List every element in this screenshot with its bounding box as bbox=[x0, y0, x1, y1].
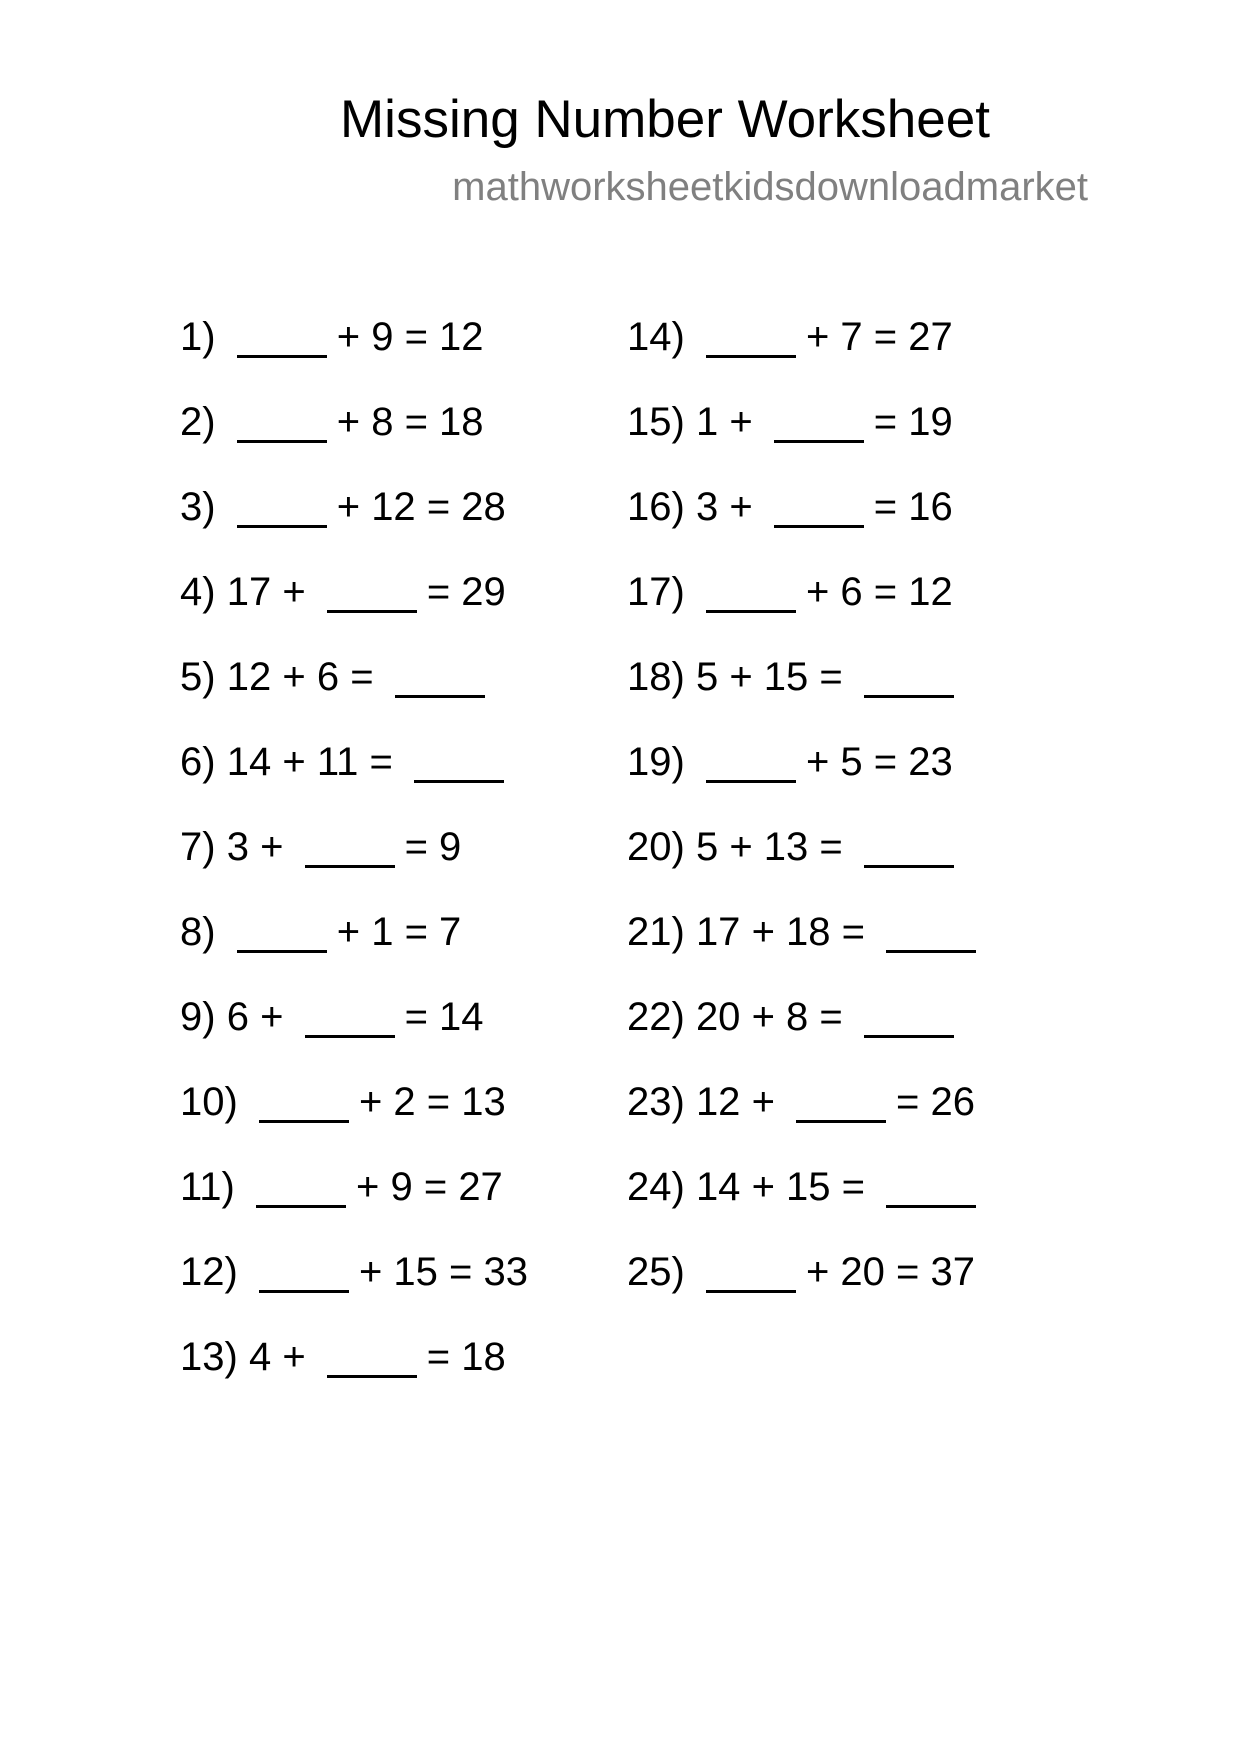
problem-number: 24) bbox=[627, 1165, 685, 1209]
problem-number: 7) bbox=[180, 825, 216, 869]
plus-sign: + bbox=[282, 655, 306, 699]
addend-2: 11 bbox=[316, 740, 359, 784]
problem-number: 23) bbox=[627, 1080, 685, 1124]
plus-sign: + bbox=[355, 1165, 380, 1209]
addend-2: 18 bbox=[786, 910, 831, 954]
problem-row bbox=[180, 480, 528, 565]
answer-blank[interactable] bbox=[706, 1254, 796, 1293]
plus-sign: + bbox=[336, 485, 361, 529]
equals-sign: = bbox=[404, 315, 428, 359]
problem-number: 12) bbox=[180, 1250, 238, 1294]
sum: 26 bbox=[930, 1080, 976, 1124]
sum: 27 bbox=[908, 315, 953, 359]
addend-2: 9 bbox=[390, 1165, 413, 1209]
equals-sign: = bbox=[426, 485, 451, 529]
problem-row bbox=[180, 1075, 528, 1160]
equals-sign: = bbox=[404, 995, 428, 1039]
problem-row bbox=[627, 480, 986, 565]
plus-sign: + bbox=[751, 910, 775, 954]
plus-sign: + bbox=[336, 315, 361, 359]
problem-number: 14) bbox=[627, 315, 685, 359]
answer-blank[interactable] bbox=[864, 659, 954, 698]
addend-2: 5 bbox=[840, 740, 863, 784]
plus-sign: + bbox=[751, 1080, 775, 1124]
sum: 9 bbox=[439, 825, 462, 869]
addend-2: 6 bbox=[840, 570, 863, 614]
equals-sign: = bbox=[873, 485, 898, 529]
equals-sign: = bbox=[449, 1250, 473, 1294]
problem-column-left bbox=[180, 310, 528, 1415]
answer-blank[interactable] bbox=[237, 489, 327, 528]
problem-row bbox=[180, 1330, 528, 1415]
answer-blank[interactable] bbox=[774, 489, 864, 528]
problem-row bbox=[627, 650, 986, 735]
problem-row bbox=[180, 310, 528, 395]
addend-1: 12 bbox=[695, 1080, 741, 1124]
plus-sign: + bbox=[336, 400, 361, 444]
addend-2: 15 bbox=[786, 1165, 831, 1209]
addend-2: 12 bbox=[371, 485, 416, 529]
addend-2: 8 bbox=[786, 995, 809, 1039]
plus-sign: + bbox=[729, 400, 753, 444]
equals-sign: = bbox=[404, 910, 428, 954]
answer-blank[interactable] bbox=[327, 574, 417, 613]
problem-row bbox=[180, 1160, 528, 1245]
equals-sign: = bbox=[873, 740, 898, 784]
answer-blank[interactable] bbox=[706, 319, 796, 358]
problem-row bbox=[180, 1245, 528, 1330]
addend-2: 15 bbox=[763, 655, 809, 699]
addend-1: 3 bbox=[695, 485, 719, 529]
sum: 12 bbox=[439, 315, 484, 359]
addend-1: 20 bbox=[695, 995, 741, 1039]
problem-number: 19) bbox=[627, 740, 685, 784]
problem-number: 3) bbox=[180, 485, 216, 529]
answer-blank[interactable] bbox=[706, 744, 796, 783]
equals-sign: = bbox=[426, 570, 451, 614]
addend-1: 12 bbox=[226, 655, 272, 699]
addend-2: 6 bbox=[316, 655, 340, 699]
plus-sign: + bbox=[805, 570, 830, 614]
addend-1: 5 bbox=[695, 655, 719, 699]
plus-sign: + bbox=[805, 740, 830, 784]
problem-row bbox=[627, 735, 986, 820]
problem-row bbox=[180, 735, 528, 820]
problem-number: 5) bbox=[180, 655, 216, 699]
addend-2: 2 bbox=[393, 1080, 416, 1124]
problem-number: 16) bbox=[627, 485, 685, 529]
worksheet-title: Missing Number Worksheet bbox=[340, 90, 990, 149]
equals-sign: = bbox=[841, 910, 866, 954]
equals-sign: = bbox=[404, 400, 428, 444]
problem-row bbox=[627, 1075, 986, 1160]
sum: 29 bbox=[461, 570, 506, 614]
addend-2: 15 bbox=[393, 1250, 438, 1294]
answer-blank[interactable] bbox=[305, 999, 395, 1038]
answer-blank[interactable] bbox=[237, 404, 327, 443]
answer-blank[interactable] bbox=[259, 1254, 349, 1293]
problem-number: 15) bbox=[627, 400, 685, 444]
plus-sign: + bbox=[751, 995, 775, 1039]
answer-blank[interactable] bbox=[864, 999, 954, 1038]
problem-number: 4) bbox=[180, 570, 216, 614]
addend-1: 4 bbox=[248, 1335, 272, 1379]
answer-blank[interactable] bbox=[256, 1169, 346, 1208]
problem-number: 1) bbox=[180, 315, 216, 359]
problem-row bbox=[180, 395, 528, 480]
sum: 28 bbox=[461, 485, 506, 529]
sum: 33 bbox=[483, 1250, 529, 1294]
sum: 18 bbox=[439, 400, 484, 444]
problem-row bbox=[180, 905, 528, 990]
equals-sign: = bbox=[423, 1165, 448, 1209]
plus-sign: + bbox=[282, 740, 306, 784]
addend-1: 17 bbox=[226, 570, 272, 614]
equals-sign: = bbox=[819, 655, 843, 699]
plus-sign: + bbox=[751, 1165, 775, 1209]
problem-number: 2) bbox=[180, 400, 216, 444]
addend-1: 6 bbox=[226, 995, 249, 1039]
problem-number: 20) bbox=[627, 825, 685, 869]
plus-sign: + bbox=[729, 825, 753, 869]
answer-blank[interactable] bbox=[259, 1084, 349, 1123]
problem-row bbox=[180, 565, 528, 650]
answer-blank[interactable] bbox=[237, 914, 327, 953]
sum: 23 bbox=[908, 740, 953, 784]
equals-sign: = bbox=[873, 315, 898, 359]
plus-sign: + bbox=[358, 1250, 383, 1294]
plus-sign: + bbox=[282, 570, 306, 614]
plus-sign: + bbox=[260, 995, 284, 1039]
answer-blank[interactable] bbox=[237, 319, 327, 358]
problem-number: 25) bbox=[627, 1250, 685, 1294]
answer-blank[interactable] bbox=[706, 574, 796, 613]
answer-blank[interactable] bbox=[414, 744, 504, 783]
plus-sign: + bbox=[336, 910, 361, 954]
problem-number: 10) bbox=[180, 1080, 238, 1124]
problem-number: 18) bbox=[627, 655, 685, 699]
sum: 16 bbox=[908, 485, 953, 529]
equals-sign: = bbox=[819, 825, 843, 869]
plus-sign: + bbox=[805, 1250, 830, 1294]
equals-sign: = bbox=[350, 655, 374, 699]
problem-row bbox=[180, 990, 528, 1075]
problem-row bbox=[627, 395, 986, 480]
plus-sign: + bbox=[805, 315, 830, 359]
equals-sign: = bbox=[426, 1335, 451, 1379]
problem-number: 8) bbox=[180, 910, 216, 954]
problem-number: 9) bbox=[180, 995, 216, 1039]
equals-sign: = bbox=[369, 740, 393, 784]
plus-sign: + bbox=[282, 1335, 306, 1379]
sum: 19 bbox=[908, 400, 953, 444]
answer-blank[interactable] bbox=[327, 1339, 417, 1378]
problem-row bbox=[627, 990, 986, 1075]
equals-sign: = bbox=[873, 400, 898, 444]
answer-blank[interactable] bbox=[886, 1169, 976, 1208]
problem-row bbox=[627, 1160, 986, 1245]
problem-number: 21) bbox=[627, 910, 685, 954]
addend-2: 13 bbox=[763, 825, 809, 869]
problem-number: 17) bbox=[627, 570, 685, 614]
problem-number: 22) bbox=[627, 995, 685, 1039]
addend-1: 1 bbox=[695, 400, 719, 444]
equals-sign: = bbox=[426, 1080, 451, 1124]
problem-row bbox=[180, 820, 528, 905]
sum: 27 bbox=[458, 1165, 503, 1209]
addend-1: 14 bbox=[695, 1165, 741, 1209]
equals-sign: = bbox=[873, 570, 898, 614]
addend-2: 7 bbox=[840, 315, 863, 359]
problem-number: 11) bbox=[180, 1165, 235, 1209]
addend-1: 17 bbox=[695, 910, 741, 954]
problem-row bbox=[627, 820, 986, 905]
plus-sign: + bbox=[358, 1080, 383, 1124]
problem-number: 13) bbox=[180, 1335, 238, 1379]
sum: 18 bbox=[461, 1335, 506, 1379]
answer-blank[interactable] bbox=[864, 829, 954, 868]
addend-1: 3 bbox=[226, 825, 249, 869]
equals-sign: = bbox=[896, 1250, 920, 1294]
sum: 37 bbox=[930, 1250, 976, 1294]
answer-blank[interactable] bbox=[395, 659, 485, 698]
problem-row bbox=[180, 650, 528, 735]
answer-blank[interactable] bbox=[886, 914, 976, 953]
plus-sign: + bbox=[260, 825, 284, 869]
addend-2: 1 bbox=[371, 910, 394, 954]
sum: 13 bbox=[461, 1080, 506, 1124]
problem-row bbox=[627, 1245, 986, 1330]
plus-sign: + bbox=[729, 655, 753, 699]
problem-row bbox=[627, 905, 986, 990]
addend-2: 20 bbox=[840, 1250, 885, 1294]
addend-2: 9 bbox=[371, 315, 394, 359]
answer-blank[interactable] bbox=[305, 829, 395, 868]
worksheet-source: mathworksheetkidsdownloadmarket bbox=[452, 165, 1088, 209]
addend-2: 8 bbox=[371, 400, 394, 444]
sum: 14 bbox=[439, 995, 484, 1039]
addend-1: 14 bbox=[226, 740, 272, 784]
plus-sign: + bbox=[729, 485, 753, 529]
sum: 12 bbox=[908, 570, 953, 614]
equals-sign: = bbox=[841, 1165, 866, 1209]
problem-row bbox=[627, 310, 986, 395]
equals-sign: = bbox=[819, 995, 843, 1039]
answer-blank[interactable] bbox=[796, 1084, 886, 1123]
problem-column-right bbox=[627, 310, 986, 1330]
answer-blank[interactable] bbox=[774, 404, 864, 443]
addend-1: 5 bbox=[695, 825, 719, 869]
equals-sign: = bbox=[896, 1080, 920, 1124]
equals-sign: = bbox=[404, 825, 428, 869]
sum: 7 bbox=[439, 910, 462, 954]
problem-number: 6) bbox=[180, 740, 216, 784]
problem-row bbox=[627, 565, 986, 650]
